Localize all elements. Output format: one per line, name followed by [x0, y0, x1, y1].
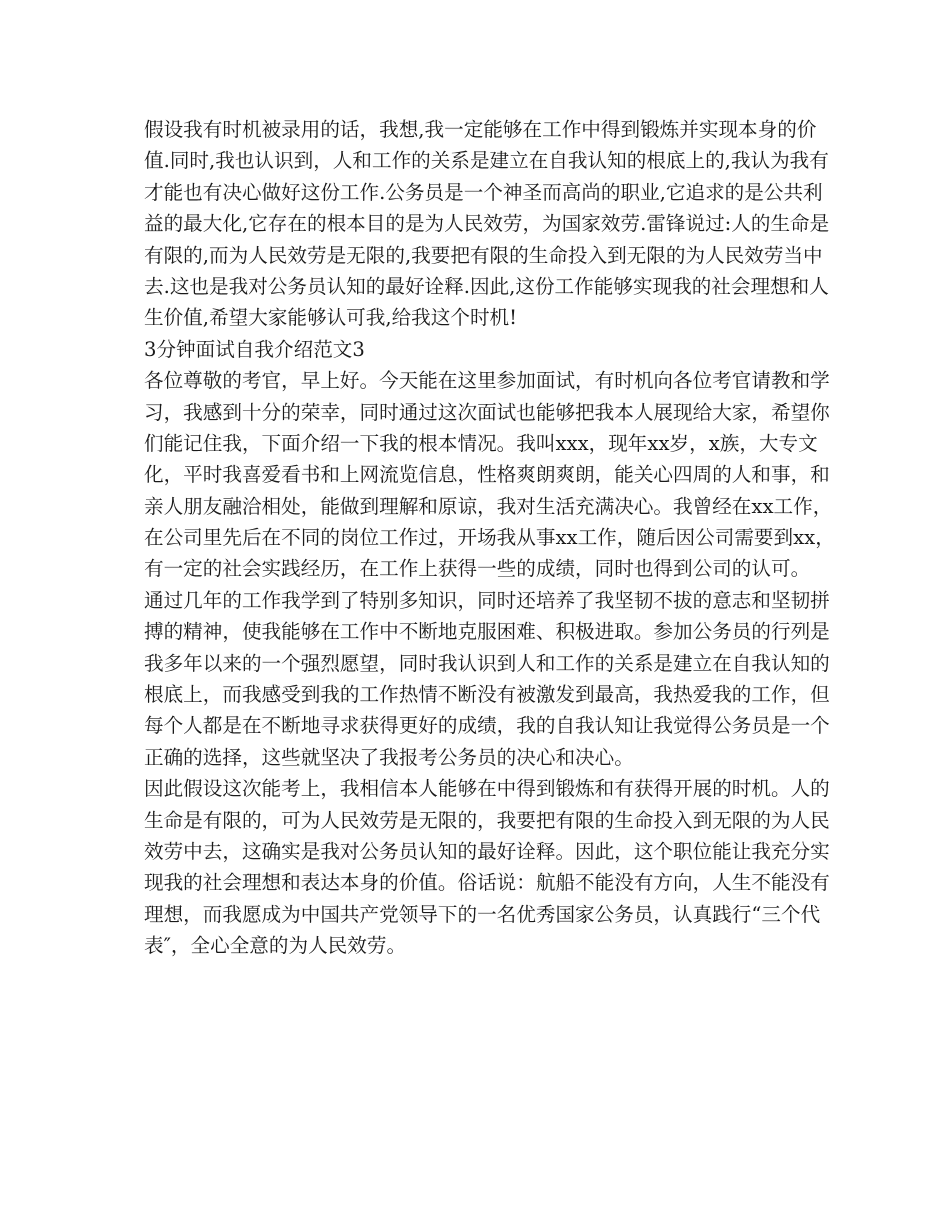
text-line: 每个人都是在不断地寻求获得更好的成绩，我的自我认知让我觉得公务员是一个	[144, 714, 830, 738]
text-line: 效劳中去，这确实是我对公务员认知的最好诠释。因此，这个职位能让我充分实	[144, 839, 830, 863]
text-line: 通过几年的工作我学到了特别多知识，同时还培养了我坚韧不拔的意志和坚韧拼	[144, 588, 830, 612]
text-line: 生命是有限的，可为人民效劳是无限的，我要把有限的生命投入到无限的为人民	[144, 808, 830, 832]
text-line: 才能也有决心做好这份工作.公务员是一个神圣而高尚的职业,它追求的是公共利	[144, 180, 823, 204]
text-line: 习，我感到十分的荣幸，同时通过这次面试也能够把我本人展现给大家，希望你	[144, 400, 830, 424]
text-line: 表″，全心全意的为人民效劳。	[144, 934, 407, 958]
text-line: 理想，而我愿成为中国共产党领导下的一名优秀国家公务员，认真践行“三个代	[144, 902, 821, 926]
text-line: 在公司里先后在不同的岗位工作过，开场我从事xx工作，随后因公司需要到xx，	[144, 526, 835, 550]
text-line: 生价值,希望大家能够认可我,给我这个时机!	[144, 306, 518, 330]
text-line: 正确的选择，这些就坚决了我报考公务员的决心和决心。	[144, 745, 634, 769]
paragraph-4	[144, 773, 830, 961]
paragraph-3	[144, 585, 830, 773]
section-heading: 3分钟面试自我介绍范文3	[144, 337, 365, 361]
text-line: 有一定的社会实践经历，在工作上获得一些的成绩，同时也得到公司的认可。	[144, 557, 811, 581]
text-line: 各位尊敬的考官，早上好。今天能在这里参加面试，有时机向各位考官请教和学	[144, 369, 830, 393]
text-line: 有限的,而为人民效劳是无限的,我要把有限的生命投入到无限的为人民效劳当中	[144, 243, 823, 267]
text-line: 我多年以来的一个强烈愿望，同时我认识到人和工作的关系是建立在自我认知的	[144, 651, 830, 675]
document-body	[144, 114, 835, 962]
text-line: 搏的精神，使我能够在工作中不断地克服困难、积极进取。参加公务员的行列是	[144, 620, 830, 644]
text-line: 们能记住我，下面介绍一下我的根本情况。我叫xxx，现年xx岁，x族，大专文	[144, 431, 818, 455]
text-line: 亲人朋友融洽相处，能做到理解和原谅，我对生活充满决心。我曾经在xx工作，	[144, 494, 833, 518]
text-line: 现我的社会理想和表达本身的价值。俗话说：航船不能没有方向，人生不能没有	[144, 871, 830, 895]
text-line: 值.同时,我也认识到，人和工作的关系是建立在自我认知的根底上的,我认为我有	[144, 149, 829, 173]
text-line: 化，平时我喜爱看书和上网流览信息，性格爽朗爽朗，能关心四周的人和事，和	[144, 463, 830, 487]
paragraph-1	[144, 114, 830, 334]
text-line: 假设我有时机被录用的话，我想,我一定能够在工作中得到锻炼并实现本身的价	[144, 118, 817, 141]
paragraph-2	[144, 365, 835, 585]
text-line: 根底上，而我感受到我的工作热情不断没有被激发到最高，我热爱我的工作，但	[144, 683, 830, 707]
text-line: 益的最大化,它存在的根本目的是为人民效劳，为国家效劳.雷锋说过:人的生命是	[144, 212, 830, 236]
text-line: 因此假设这次能考上，我相信本人能够在中得到锻炼和有获得开展的时机。人的	[144, 777, 830, 801]
text-line: 去.这也是我对公务员认知的最好诠释.因此,这份工作能够实现我的社会理想和人	[144, 274, 829, 298]
